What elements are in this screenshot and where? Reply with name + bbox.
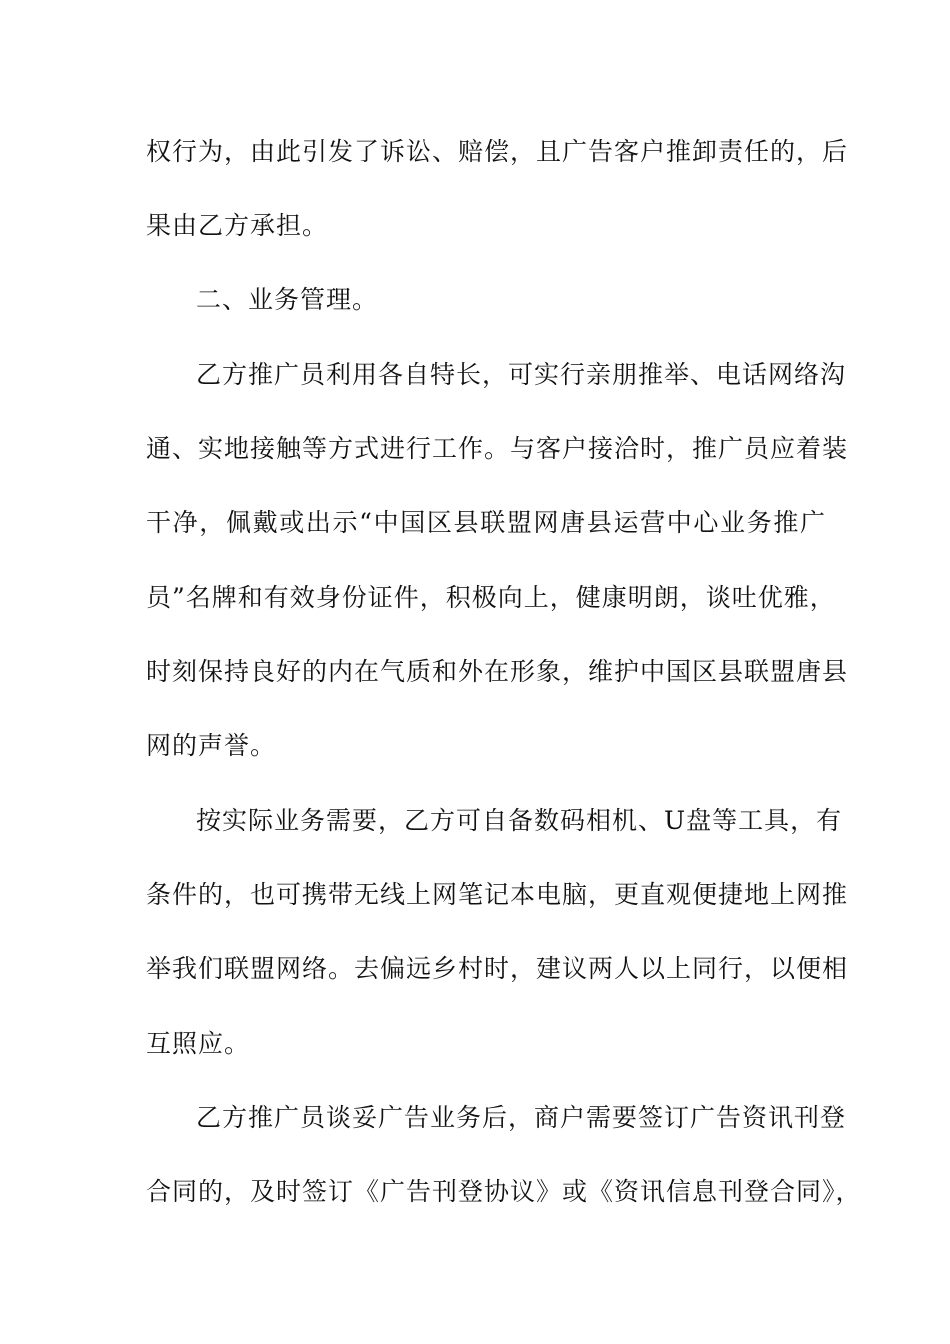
body-line: 网的声誉。 bbox=[146, 731, 277, 760]
body-line: 条件的，也可携带无线上网笔记本电脑，更直观便捷地上网推 bbox=[146, 880, 849, 909]
body-line: 员”名牌和有效身份证件，积极向上，健康明朗，谈吐优雅， bbox=[146, 583, 836, 612]
body-line: 合同的，及时签订《广告刊登协议》或《资讯信息刊登合同》， bbox=[146, 1177, 862, 1206]
section-heading: 二、业务管理。 bbox=[196, 285, 379, 314]
body-line: 互照应。 bbox=[146, 1029, 251, 1058]
body-line: 按实际业务需要，乙方可自备数码相机、U盘等工具，有 bbox=[196, 806, 843, 835]
body-line: 时刻保持良好的内在气质和外在形象，维护中国区县联盟唐县 bbox=[146, 657, 849, 686]
body-line: 果由乙方承担。 bbox=[146, 211, 329, 240]
body-line: 干净，佩戴或出示“中国区县联盟网唐县运营中心业务推广 bbox=[146, 508, 826, 537]
body-line: 乙方推广员利用各自特长，可实行亲朋推举、电话网络沟 bbox=[196, 360, 847, 389]
body-line: 举我们联盟网络。去偏远乡村时，建议两人以上同行，以便相 bbox=[146, 954, 849, 983]
body-line: 乙方推广员谈妥广告业务后，商户需要签订广告资讯刊登 bbox=[196, 1103, 847, 1132]
body-line: 通、实地接触等方式进行工作。与客户接洽时，推广员应着装 bbox=[146, 434, 849, 463]
body-line: 权行为，由此引发了诉讼、赔偿，且广告客户推卸责任的，后 bbox=[146, 137, 849, 166]
